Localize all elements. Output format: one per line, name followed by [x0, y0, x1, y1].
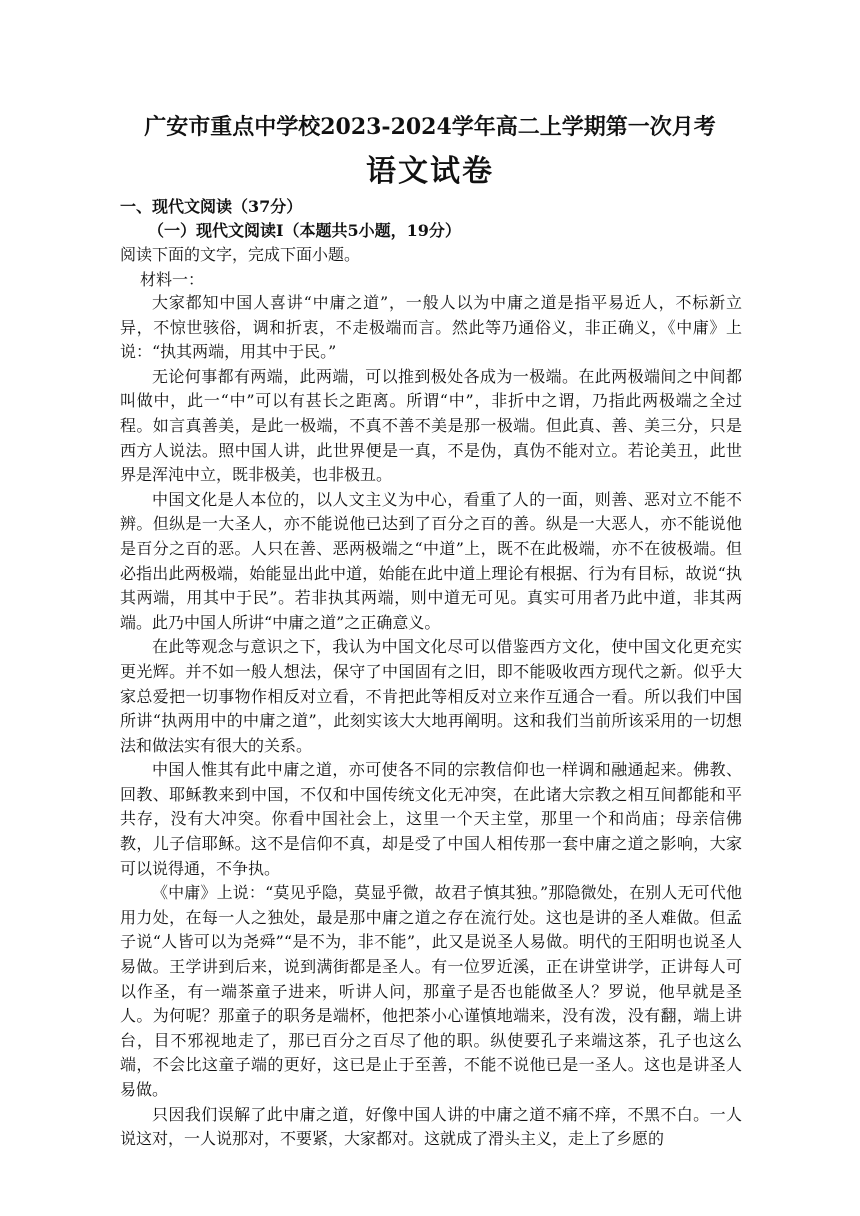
reading-instruction: 阅读下面的文字，完成下面小题。 [120, 245, 361, 264]
subsection-heading: （一）现代文阅读Ⅰ（本题共5小题，19分） [148, 221, 461, 240]
exam-title: 广安市重点中学校2023-2024学年高二上学期第一次月考 [144, 114, 716, 140]
section-heading: 一、现代文阅读（37分） [120, 197, 303, 216]
passage-paragraph: 大家都知中国人喜讲“中庸之道”，一般人以为中庸之道是指平易近人，不标新立异，不惊世骇俗，调和折衷，不走极端而言。然此等乃通俗义，非正确义，《中庸》上说：“执其两端，用其中于民。” [120, 293, 742, 362]
passage-paragraph: 中国人惟其有此中庸之道，亦可使各不同的宗教信仰也一样调和融通起来。佛教、回教、耶稣教来到中国，不仅和中国传统文化无冲突，在此诸大宗教之相互间都能和平共存，没有大冲突。你看中国社会上，这里一个天主堂，那里一个和尚庙；母亲信佛教，儿子信耶稣。这不是信仰不真，却是受了中国人相传那一套中庸之道之影响，大家可以说得通，不争执。 [120, 760, 742, 878]
passage-body [120, 291, 742, 1152]
passage-paragraph: 只因我们误解了此中庸之道，好像中国人讲的中庸之道不痛不痒，不黑不白。一人说这对，一人说那对，不要紧，大家都对。这就成了滑头主义，走上了乡愿的 [120, 1104, 742, 1149]
exam-subtitle: 语文试卷 [366, 154, 494, 189]
passage-paragraph: 中国文化是人本位的，以人文主义为中心，看重了人的一面，则善、恶对立不能不辨。但纵是一大圣人，亦不能说他已达到了百分之百的善。纵是一大恶人，亦不能说他是百分之百的恶。人只在善、恶两极端之“中道”上，既不在此极端，亦不在彼极端。但必指出此两极端，始能显出此中道，始能在此中道上理论有根据、行为有目标，故说“执其两端，用其中于民”。若非执其两端，则中道无可见。真实可用者乃此中道，非其两端。此乃中国人所讲“中庸之道”之正确意义。 [120, 489, 742, 632]
passage-paragraph: 在此等观念与意识之下，我认为中国文化尽可以借鉴西方文化，使中国文化更充实更光辉。并不如一般人想法，保守了中国固有之旧，即不能吸收西方现代之新。似乎大家总爱把一切事物作相反对立看，不肯把此等相反对立来作互通合一看。所以我们中国所讲“执两用中的中庸之道”，此刻实该大大地再阐明。这和我们当前所该采用的一切想法和做法实有很大的关系。 [120, 637, 742, 755]
material-label: 材料一： [140, 270, 205, 289]
passage-paragraph: 《中庸》上说：“莫见乎隐，莫显乎微，故君子慎其独。”那隐微处，在别人无可代他用力处，在每一人之独处，最是那中庸之道之存在流行处。这也是讲的圣人难做。但孟子说“人皆可以为尧舜”“是不为，非不能”，此又是说圣人易做。明代的王阳明也说圣人易做。王学讲到后来，说到满街都是圣人。有一位罗近溪，正在讲堂讲学，正讲每人可以作圣，有一端茶童子进来，听讲人问，那童子是否也能做圣人？罗说，他早就是圣人。为何呢？那童子的职务是端杯，他把茶小心谨慎地端来，没有泼，没有翻，端上讲台，目不邪视地走了，那已百分之百尽了他的职。纵使要孔子来端这茶，孔子也这么端，不会比这童子端的更好，这已是止于至善，不能不说他已是一圣人。这也是讲圣人易做。 [120, 883, 742, 1099]
passage-paragraph: 无论何事都有两端，此两端，可以推到极处各成为一极端。在此两极端间之中间都叫做中，此一“中”可以有甚长之距离。所谓“中”，非折中之谓，乃指此两极端之全过程。如言真善美，是此一极端，不真不善不美是那一极端。但此真、善、美三分，只是西方人说法。照中国人讲，此世界便是一真，不是伪，真伪不能对立。若论美丑，此世界是浑沌中立，既非极美，也非极丑。 [120, 366, 742, 485]
